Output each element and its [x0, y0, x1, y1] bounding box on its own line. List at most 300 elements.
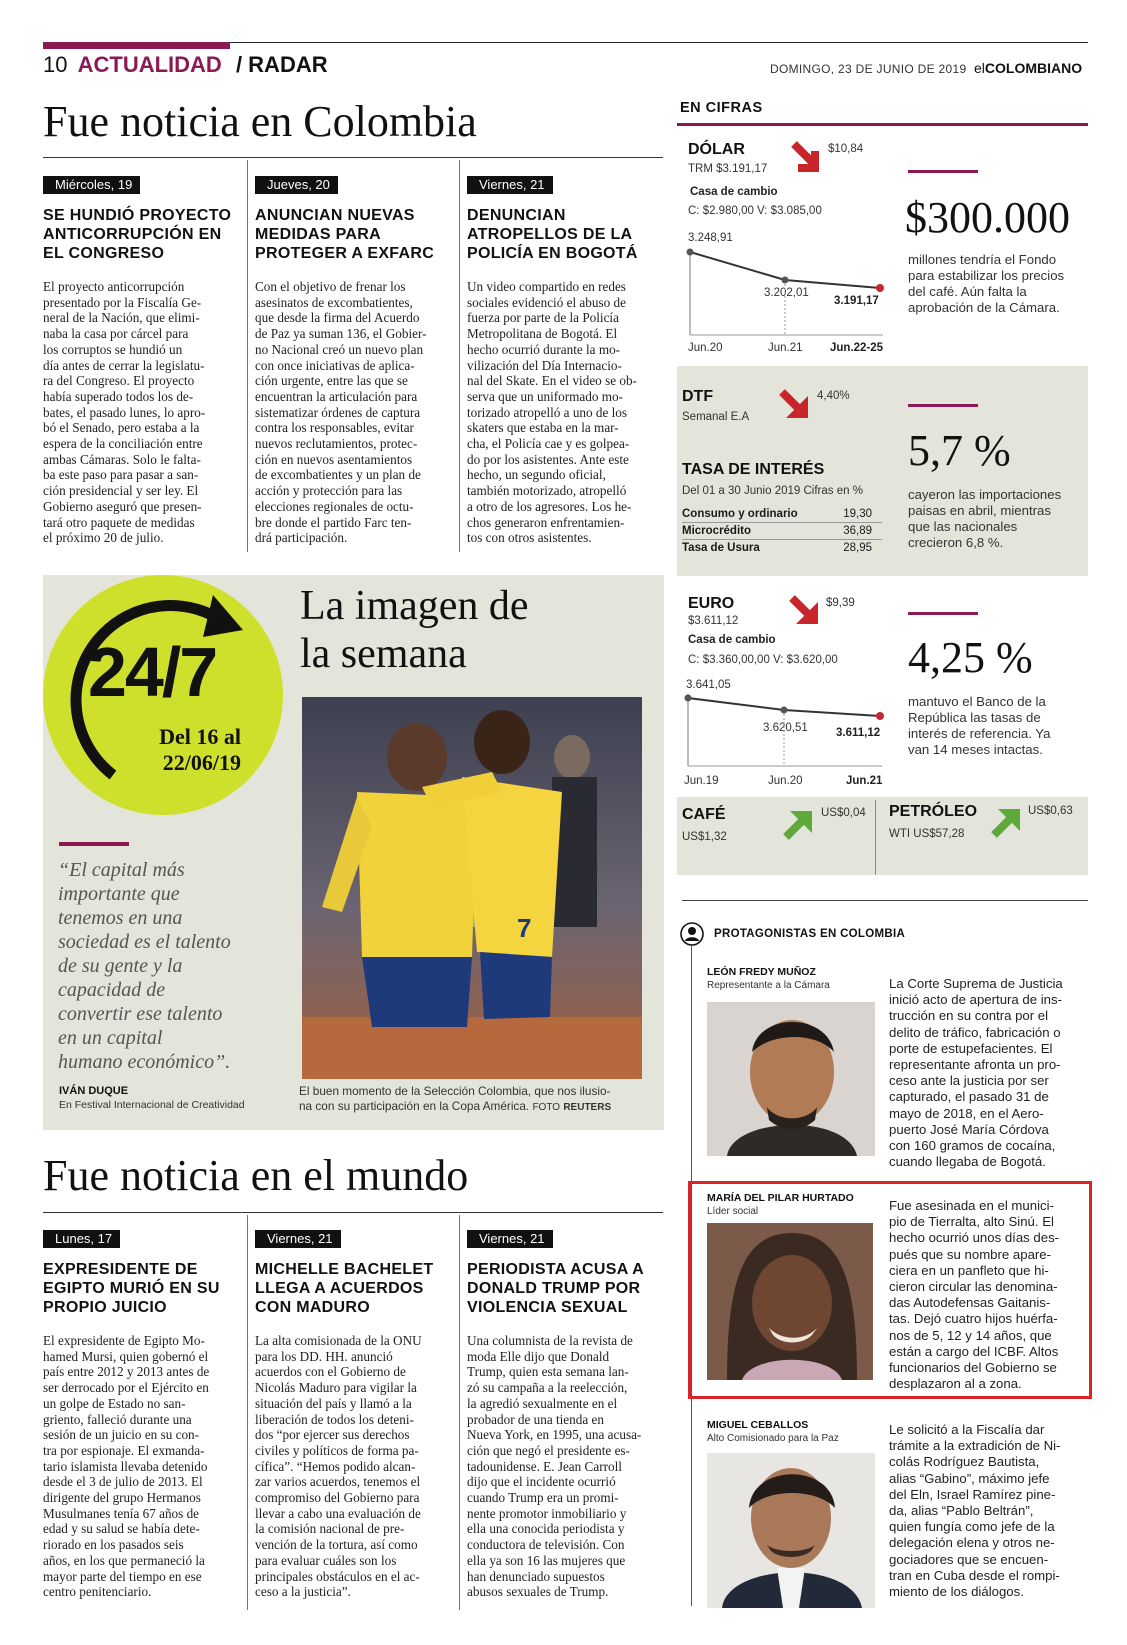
quote-text: [58, 858, 288, 1074]
tasa-table: [682, 506, 882, 556]
headline-line: MICHELLE BACHELET: [255, 1261, 434, 1278]
stat-description: [908, 694, 1050, 758]
person-text-line: delegación elena y otros ne-: [889, 1535, 1055, 1551]
stat-description: [908, 487, 1061, 551]
person-text-line: tas. Dejó cuatro hijos huérfa-: [889, 1311, 1058, 1327]
stat-line: mantuvo el Banco de la: [908, 694, 1046, 709]
stat-line: millones tendría el Fondo: [908, 252, 1057, 267]
body-line: contra los responsables, evitar: [255, 420, 414, 436]
person-text-line: ciera en un panfleto que hi-: [889, 1262, 1049, 1278]
body-line: un golpe de Estado no san-: [43, 1395, 186, 1411]
dolar-point-label: 3.191,17: [834, 295, 879, 307]
cafe-label: CAFÉ: [682, 806, 726, 823]
body-line: centro penitenciario.: [43, 1584, 152, 1600]
body-line: Nicolás Maduro para vigilar la: [255, 1380, 417, 1396]
table-cell: 36,89: [843, 525, 872, 537]
brand-name: COLOMBIANO: [984, 60, 1083, 76]
tasa-label: TASA DE INTERÉS: [682, 461, 825, 478]
headline-line: VIOLENCIA SEXUAL: [467, 1299, 628, 1316]
body-line: mayor parte del tiempo en ese: [43, 1568, 202, 1584]
issue-date: DOMINGO, 23 DE JUNIO DE 2019: [770, 62, 967, 76]
cifras-title: EN CIFRAS: [680, 100, 763, 116]
body-line: sesión de un juicio en su con-: [43, 1427, 200, 1443]
cifras-accent-bar: [677, 123, 1088, 126]
semana-title: [300, 582, 529, 678]
body-line: bó el Senado, pero estaba a la: [43, 420, 200, 436]
photo-credit-source: REUTERS: [563, 1102, 612, 1113]
colombia-article-1: [43, 176, 243, 546]
badge-date-line: 22/06/19: [162, 750, 241, 775]
quote-line: “El capital más: [58, 859, 185, 881]
body-line: presentado por la Fiscalía Ge-: [43, 294, 202, 310]
body-line: ción presidencial y ser ley. El: [43, 483, 199, 499]
person-text-line: tran en Cuba desde el rompi-: [889, 1567, 1060, 1583]
badge-date-line: Del 16 al: [159, 724, 241, 749]
person-photo-miguel-ceballos: [707, 1453, 875, 1608]
stat-value: 4,25 %: [908, 633, 1033, 682]
protagonistas-rule: [682, 900, 1088, 901]
petroleo-price: WTI US$57,28: [889, 828, 965, 840]
article-headline: [255, 1260, 455, 1317]
body-line: conductora de televisión. Con: [467, 1537, 625, 1553]
body-line: ser derrocado por el Ejército en: [43, 1380, 209, 1396]
body-line: acción y protección para las: [255, 483, 403, 499]
article-headline: [43, 1260, 243, 1317]
page-number: 10: [43, 52, 68, 77]
person-text-line: alias “Gabino”, máximo jefe: [889, 1470, 1050, 1486]
headline-line: LLEGA A ACUERDOS: [255, 1280, 424, 1297]
body-line: años, en los que permaneció la: [43, 1552, 205, 1568]
euro-point-label: 3.641,05: [686, 679, 731, 691]
quote-line: importante que: [58, 883, 180, 905]
person-text-line: cieron circular las denomina-: [889, 1279, 1058, 1295]
semana-title-line: La imagen de: [300, 583, 529, 629]
quote-line: humano económico”.: [58, 1051, 231, 1073]
stat-line: del café. Aún falta la: [908, 284, 1027, 299]
body-line: skaters que estaba en la mar-: [467, 420, 619, 436]
dolar-point-label: 3.202,01: [764, 287, 809, 299]
article-headline: [467, 206, 667, 263]
stat-rule: [908, 404, 978, 407]
person-text-line: das Autodefensas Gaitanis-: [889, 1295, 1051, 1311]
person-description: [889, 976, 1088, 1170]
body-line: hecho, un segundo oficial,: [467, 467, 606, 483]
stat-line: República las tasas de: [908, 710, 1041, 725]
caption-line: El buen momento de la Selección Colombia, que nos ilusio-: [299, 1084, 611, 1098]
quote-line: de su gente y la: [58, 955, 183, 977]
colombia-section-title: Fue noticia en Colombia: [43, 97, 477, 146]
dolar-date: Jun.20: [688, 342, 723, 354]
up-arrow-icon: [988, 804, 1024, 840]
day-tag: Miércoles, 19: [43, 176, 140, 194]
person-photo-leon-fredy: [707, 1002, 875, 1156]
euro-point: [781, 707, 788, 714]
body-line: do por los asistentes. Ante este: [467, 451, 629, 467]
body-line: fuerza por parte de la Policía: [467, 310, 619, 326]
headline-line: PERIODISTA ACUSA A: [467, 1261, 644, 1278]
body-line: Con el objetivo de frenar los: [255, 279, 406, 294]
article-body: [255, 1333, 455, 1600]
body-line: desde el 3 de julio de 2013. El: [43, 1474, 203, 1490]
headline-line: DENUNCIAN: [467, 207, 566, 224]
person-text-line: da, alias “Pablo Beltrán”,: [889, 1503, 1034, 1519]
person-text-line: hecho ocurrió unos días des-: [889, 1230, 1060, 1246]
dolar-change: $10,84: [828, 143, 864, 155]
body-line: nuevos reclutamientos, protec-: [255, 436, 418, 452]
soccer-players-photo: [302, 697, 642, 1079]
person-name: LEÓN FREDY MUÑOZ: [707, 966, 816, 978]
body-line: riorado en los pasados seis: [43, 1537, 184, 1553]
body-line: ción en nuevos asentamientos: [255, 451, 413, 467]
body-line: el próximo 20 de julio.: [43, 530, 164, 546]
column-divider: [875, 800, 876, 875]
day-tag: Jueves, 20: [255, 176, 338, 194]
person-name: MIGUEL CEBALLOS: [707, 1419, 809, 1431]
person-text-line: del Eln, Israel Ramírez pine-: [889, 1486, 1056, 1502]
body-line: zó su campaña a la reelección,: [467, 1380, 628, 1396]
body-line: Un video compartido en redes: [467, 279, 626, 294]
body-line: abusos sexuales de Trump.: [467, 1584, 609, 1600]
dolar-label: DÓLAR: [688, 141, 745, 158]
person-text-line: gociadores que se encuen-: [889, 1551, 1049, 1567]
person-text-line: nos de 5, 12 y 14 años, que: [889, 1327, 1052, 1343]
headline-line: ANUNCIAN NUEVAS: [255, 207, 415, 224]
down-arrow-icon: [788, 594, 822, 628]
day-tag: Viernes, 21: [467, 176, 553, 194]
body-line: los corruptos se hundió un: [43, 341, 183, 357]
dtf-label: DTF: [682, 388, 714, 405]
table-cell: 19,30: [843, 508, 872, 520]
headline-line: ANTICORRUPCIÓN EN: [43, 226, 222, 243]
stat-description: [908, 252, 1064, 316]
person-role: Alto Comisionado para la Paz: [707, 1433, 839, 1444]
body-line: había superado todos los de-: [43, 388, 194, 404]
body-line: zar varios acuerdos, tenemos el: [255, 1474, 421, 1490]
photo-credit-label: FOTO: [532, 1102, 561, 1113]
body-line: dos “por ejercer sus derechos: [255, 1427, 410, 1443]
euro-casa-values: C: $3.360,00,00 V: $3.620,00: [688, 654, 838, 666]
brand-prefix: el: [974, 60, 985, 76]
dtf-sub: Semanal E.A: [682, 411, 750, 423]
body-line: vilización del Día Internacio-: [467, 357, 622, 373]
euro-label: EURO: [688, 595, 735, 612]
body-line: El proyecto anticorrupción: [43, 279, 185, 294]
table-cell: Microcrédito: [682, 525, 752, 537]
body-line: ambas Cámaras. Solo le falta-: [43, 451, 201, 467]
person-text-line: están a cargo del ICBF. Altos: [889, 1343, 1059, 1359]
article-headline: [255, 206, 455, 263]
petroleo-change: US$0,63: [1028, 805, 1073, 817]
dolar-date: Jun.22-25: [830, 342, 884, 354]
body-line: Musulmanes tenía 67 años de: [43, 1505, 200, 1521]
person-text-line: pués que su nombre apare-: [889, 1246, 1052, 1262]
euro-point-label: 3.620,51: [763, 722, 808, 734]
article-headline: [467, 1260, 667, 1317]
table-cell: 28,95: [843, 542, 872, 554]
person-role: Representante a la Cámara: [707, 980, 830, 991]
person-text-line: ceso ante la justicia por ser: [889, 1073, 1049, 1089]
dolar-casa-label: Casa de cambio: [690, 186, 778, 198]
quote-line: en un capital: [58, 1027, 163, 1049]
quote-line: tenemos en una: [58, 907, 183, 929]
body-line: chos generaron enfrentamien-: [467, 514, 625, 530]
body-line: principales obstáculos en el ac-: [255, 1568, 420, 1584]
body-line: ra del Congreso. El proyecto: [43, 373, 195, 389]
person-text-line: cuando llegaba de Bogotá.: [889, 1154, 1046, 1170]
body-line: sistematizar órdenes de captura: [255, 404, 421, 420]
person-photo-maria-pilar: [707, 1223, 873, 1380]
article-body: [467, 279, 667, 546]
cafe-change: US$0,04: [821, 807, 866, 819]
body-line: hamed Mursi, quien gobernó el: [43, 1348, 209, 1364]
stat-line: para estabilizar los precios: [908, 268, 1065, 283]
body-line: ella una conocida periodista y: [467, 1521, 625, 1537]
body-line: Trump, quien esta semana lan-: [467, 1364, 629, 1380]
article-body: [255, 279, 455, 546]
body-line: bre donde el partido Farc ten-: [255, 514, 412, 530]
down-arrow-icon: [790, 140, 824, 174]
headline-line: MEDIDAS PARA: [255, 226, 381, 243]
body-line: liberación de todos los deteni-: [255, 1411, 414, 1427]
body-line: cífica”. “Hemos podido alcan-: [255, 1458, 416, 1474]
euro-casa-label: Casa de cambio: [688, 634, 776, 646]
body-line: Metropolitana de Bogotá. El: [467, 326, 618, 342]
euro-change: $9,39: [826, 597, 855, 609]
dolar-point: [687, 249, 694, 256]
article-body: [43, 1333, 243, 1600]
body-line: de excombatientes y un plan de: [255, 467, 421, 483]
badge-dates: [133, 724, 241, 776]
body-line: que desde la firma del Acuerdo: [255, 310, 420, 326]
body-line: para evaluar cuáles son los: [255, 1552, 397, 1568]
article-headline: [43, 206, 243, 263]
commodities-panel: [677, 797, 1088, 875]
day-tag: Viernes, 21: [467, 1230, 553, 1248]
person-text-line: delito de tráfico, fabricación o: [889, 1024, 1061, 1040]
body-line: elecciones regionales de octu-: [255, 498, 414, 514]
body-line: sociales evidenció el abuso de: [467, 294, 626, 310]
up-arrow-icon: [780, 806, 816, 842]
euro-date: Jun.20: [768, 775, 803, 787]
badge-number: 24/7: [88, 633, 217, 711]
person-text-line: La Corte Suprema de Justicia: [889, 976, 1063, 991]
stat-rule: [908, 170, 978, 173]
quote-line: convertir ese talento: [58, 1003, 223, 1025]
dolar-point-label: 3.248,91: [688, 232, 733, 244]
body-line: ba este paso para pasar a san-: [43, 467, 199, 483]
euro-point: [685, 695, 692, 702]
person-text-line: desplazaron al a zona.: [889, 1376, 1022, 1392]
person-text-line: representante afronta un pro-: [889, 1057, 1061, 1073]
column-divider: [247, 1215, 248, 1610]
body-line: nente promotor inmobiliario y: [467, 1505, 627, 1521]
person-text-line: Fue asesinada en el munici-: [889, 1198, 1054, 1213]
stat-line: paisas en abril, mientras: [908, 503, 1051, 518]
body-line: hecho ocurrió durante la mo-: [467, 341, 621, 357]
dolar-line-chart: [685, 240, 885, 340]
body-line: Una columnista de la revista de: [467, 1333, 633, 1348]
body-line: civiles y políticos de forma pa-: [255, 1442, 419, 1458]
quote-rule: [59, 842, 129, 846]
body-line: La alta comisionada de la ONU: [255, 1333, 422, 1348]
stat-line: van 14 meses intactas.: [908, 742, 1043, 757]
body-line: edad y su salud se había dete-: [43, 1521, 200, 1537]
headline-line: PROTEGER A EXFARC: [255, 245, 435, 262]
stat-line: cayeron las importaciones: [908, 487, 1062, 502]
dtf-change: 4,40%: [817, 390, 850, 402]
body-line: ción urgente, entre las que se: [255, 373, 408, 389]
body-line: la comisión nacional de pre-: [255, 1521, 405, 1537]
person-text-line: puerto José María Córdova: [889, 1121, 1049, 1137]
dolar-point: [782, 277, 789, 284]
quote-line: sociedad es el talento: [58, 931, 231, 953]
body-line: naba la casa por cárcel para: [43, 326, 189, 342]
stat-line: que las nacionales: [908, 519, 1018, 534]
body-line: probador de una tienda en: [467, 1411, 604, 1427]
protagonistas-title: PROTAGONISTAS EN COLOMBIA: [714, 928, 906, 940]
body-line: cuando Trump era un promi-: [467, 1490, 619, 1506]
mundo-article-2: [255, 1230, 455, 1600]
headline-line: PROPIO JUICIO: [43, 1299, 167, 1316]
tasa-sub: Del 01 a 30 Junio 2019 Cifras en %: [682, 485, 863, 497]
person-description: [889, 1198, 1088, 1392]
headline-line: EGIPTO MURIÓ EN SU: [43, 1280, 220, 1297]
body-line: situación del país y llamó a la: [255, 1395, 412, 1411]
dolar-casa-values: C: $2.980,00 V: $3.085,00: [688, 205, 822, 217]
stat-value: 5,7 %: [908, 426, 1011, 475]
body-line: dirigente del grupo Hermanos: [43, 1490, 201, 1506]
quote-line: capacidad de: [58, 979, 166, 1001]
body-line: acuerdos con el Gobierno de: [255, 1364, 406, 1380]
body-line: a otro de los agresores. Los he-: [467, 498, 632, 514]
body-line: vención de la tortura, así como: [255, 1537, 418, 1553]
body-line: bates, el pasado lunes, lo apro-: [43, 404, 206, 420]
headline-line: DONALD TRUMP POR: [467, 1280, 641, 1297]
mundo-article-3: [467, 1230, 667, 1600]
body-line: no Nacional creó un nuevo plan: [255, 341, 424, 357]
body-line: nal del Skate. En el video se ob-: [467, 373, 637, 389]
table-row: [682, 506, 882, 523]
dolar-date: Jun.21: [768, 342, 803, 354]
person-text-line: trámite a la extradición de Ni-: [889, 1438, 1061, 1454]
body-line: Nueva York, en 1995, una acusa-: [467, 1427, 642, 1443]
body-line: la agredió sexualmente en el: [467, 1395, 618, 1411]
quote-author: IVÁN DUQUE: [59, 1085, 129, 1097]
section-name: ACTUALIDAD: [77, 52, 222, 77]
stat-rule: [908, 612, 978, 615]
body-line: torizado atropelló a uno de los: [467, 404, 628, 420]
euro-date: Jun.21: [846, 775, 883, 787]
colombia-article-2: [255, 176, 455, 546]
body-line: ción que negó el presidente es-: [467, 1442, 630, 1458]
body-line: tra por espionaje. El exmanda-: [43, 1442, 205, 1458]
body-line: de Paz ya suman 136, el Gobier-: [255, 326, 427, 342]
table-row: [682, 540, 882, 556]
body-line: día antes de cerrar la legislatu-: [43, 357, 205, 373]
body-line: país entre 2012 y 2013 antes de: [43, 1364, 210, 1380]
body-line: asesinatos de excombatientes,: [255, 294, 413, 310]
body-line: tos con otros asistentes.: [467, 530, 592, 546]
body-line: espera de la conciliación entre: [43, 436, 203, 452]
person-text-line: funcionarios del Gobierno se: [889, 1360, 1057, 1376]
photo-caption: [299, 1084, 649, 1115]
person-text-line: porte de estupefacientes. El: [889, 1040, 1053, 1056]
caption-line: na con su participación en la Copa América.: [299, 1099, 530, 1113]
body-line: ella ya son 16 las mujeres que: [467, 1552, 626, 1568]
headline-line: SE HUNDIÓ PROYECTO: [43, 207, 232, 224]
stat-line: aprobación de la Cámara.: [908, 300, 1060, 315]
body-line: Gobierno aseguró que presen-: [43, 498, 202, 514]
person-text-line: inició acto de apertura de ins-: [889, 992, 1063, 1008]
svg-text:7: 7: [517, 913, 532, 943]
body-line: también motorizado, atropelló: [467, 483, 627, 499]
stat-line: crecieron 6,8 %.: [908, 535, 1004, 550]
person-description: [889, 1422, 1088, 1600]
table-cell: Tasa de Usura: [682, 542, 760, 554]
dolar-trm: TRM $3.191,17: [688, 163, 768, 175]
person-name: MARÍA DEL PILAR HURTADO: [707, 1192, 854, 1204]
body-line: tario islamista llevaba detenido: [43, 1458, 208, 1474]
euro-line-chart: [684, 690, 884, 770]
headline-line: ATROPELLOS DE LA: [467, 226, 633, 243]
quote-source: En Festival Internacional de Creatividad: [59, 1099, 245, 1111]
dolar-point: [876, 284, 884, 292]
petroleo-label: PETRÓLEO: [889, 803, 978, 820]
subsection-name: / RADAR: [235, 52, 328, 77]
colombia-rule: [43, 157, 663, 158]
colombia-article-3: [467, 176, 667, 546]
person-text-line: mayo de 2018, en el Aero-: [889, 1105, 1044, 1121]
semana-title-line: la semana: [300, 631, 467, 677]
body-line: llevar a cabo una evaluación de: [255, 1505, 421, 1521]
body-line: han denunciado supuestos: [467, 1568, 605, 1584]
body-line: griento, falleció durante una: [43, 1411, 192, 1427]
top-accent-bar: [43, 42, 230, 49]
person-text-line: colás Rodríguez Bautista,: [889, 1454, 1040, 1470]
table-cell: Consumo y ordinario: [682, 508, 798, 520]
body-line: para los DD. HH. anunció: [255, 1348, 393, 1364]
euro-date: Jun.19: [684, 775, 719, 787]
body-line: neral de la Nación, que elimi-: [43, 310, 200, 326]
page-header: [43, 52, 328, 78]
body-line: ceso a la justicia”.: [255, 1584, 351, 1600]
day-tag: Viernes, 21: [255, 1230, 341, 1248]
headline-line: EXPRESIDENTE DE: [43, 1261, 198, 1278]
body-line: El expresidente de Egipto Mo-: [43, 1333, 205, 1348]
body-line: encuentran la articulación para: [255, 388, 418, 404]
person-text-line: quien fungía como jefe de la: [889, 1519, 1055, 1535]
article-body: [43, 279, 243, 546]
headline-line: POLICÍA EN BOGOTÁ: [467, 245, 638, 262]
person-text-line: pio de Tierralta, alto Sinú. El: [889, 1214, 1054, 1230]
person-text-line: miento de los diálogos.: [889, 1584, 1024, 1600]
person-text-line: Le solicitó a la Fiscalía dar: [889, 1422, 1045, 1437]
body-line: moda Elle dijo que Donald: [467, 1348, 610, 1364]
body-line: con once iniciativas de aplica-: [255, 357, 415, 373]
body-line: dijo que el incidente ocurrió: [467, 1474, 616, 1490]
column-divider: [459, 1215, 460, 1610]
table-row: [682, 523, 882, 540]
body-line: cha, el Policía cae y es golpea-: [467, 436, 630, 452]
person-text-line: capturado, el pasado 31 de: [889, 1089, 1049, 1105]
body-line: tará otro paquete de medidas: [43, 514, 195, 530]
column-divider: [247, 160, 248, 552]
down-arrow-icon: [778, 388, 812, 422]
euro-price: $3.611,12: [688, 615, 739, 627]
person-icon: [680, 922, 704, 946]
body-line: drá participación.: [255, 530, 348, 546]
stat-line: interés de referencia. Ya: [908, 726, 1051, 741]
